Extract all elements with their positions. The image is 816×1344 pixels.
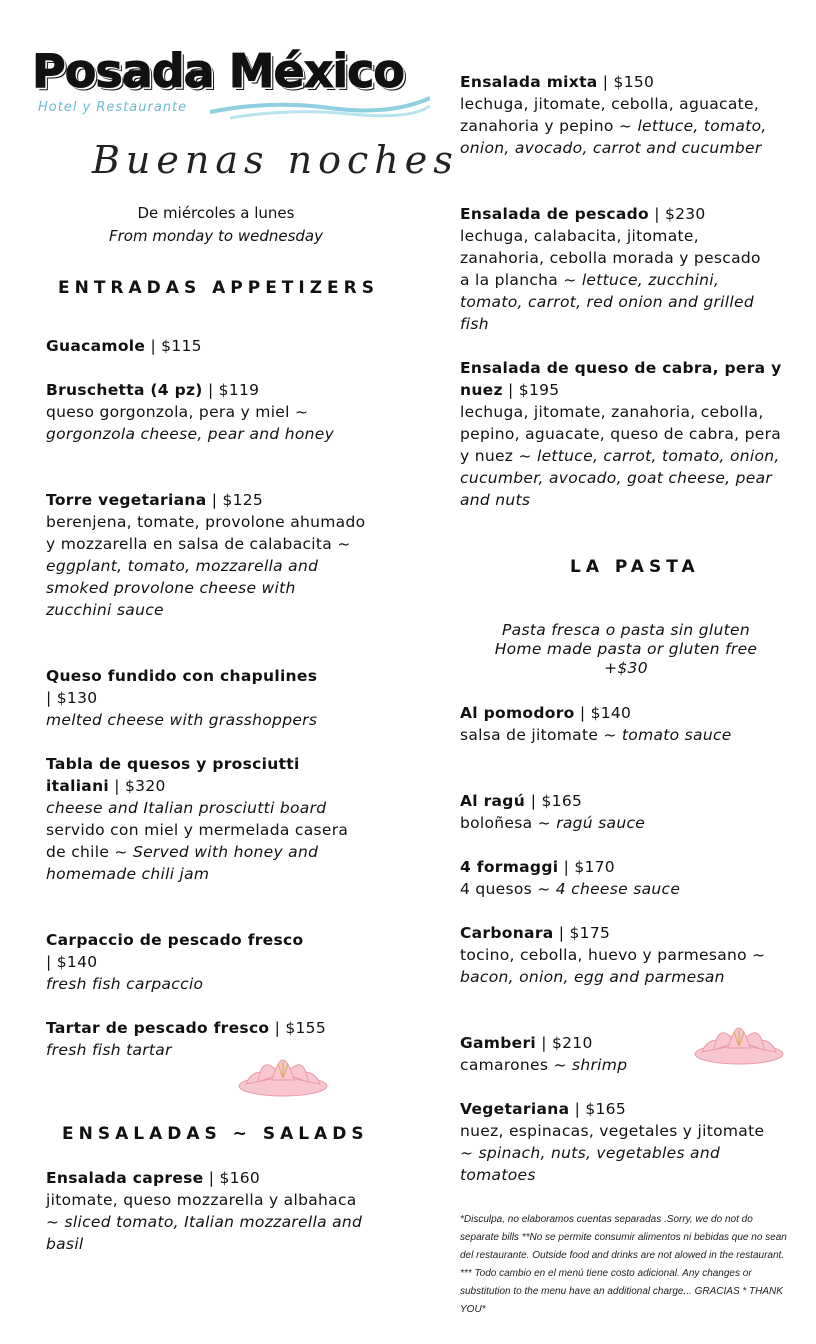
item-desc-en: Served with honey and homemade chili jam <box>46 843 319 883</box>
item-desc-en: eggplant, tomato, mozzarella and smoked provolone cheese with zucchini sauce <box>46 557 319 619</box>
lotus-flower-icon <box>236 1038 330 1104</box>
item-desc-en: 4 cheese sauce <box>555 880 681 898</box>
item-desc-en: gorgonzola cheese, pear and honey <box>46 425 335 443</box>
item-desc: tocino, cebolla, huevo y parmesano ~ <box>460 946 766 964</box>
pasta-note-en: Home made pasta or gluten free <box>494 640 758 658</box>
item-name: Al ragú <box>460 792 531 810</box>
item-name: Carpaccio de pescado fresco <box>46 931 304 949</box>
item-price: | $140 <box>46 953 98 971</box>
schedule-en: From monday to wednesday <box>109 227 323 245</box>
menu-item <box>46 489 366 621</box>
item-desc: lechuga, calabacita, jitomate, zanahoria, cebolla morada y pescado a la plancha ~ <box>460 227 761 289</box>
wave-icon <box>210 92 430 122</box>
item-desc: queso gorgonzola, pera y miel ~ <box>46 403 309 421</box>
menu-item <box>460 922 780 988</box>
menu-item <box>460 702 770 746</box>
item-price: | $175 <box>558 924 611 942</box>
menu-item <box>46 379 366 445</box>
menu-item <box>46 929 366 995</box>
menu-item <box>460 790 780 834</box>
item-price: | $160 <box>208 1169 261 1187</box>
item-desc-en: sliced tomato, Italian mozzarella and basil <box>46 1213 363 1253</box>
item-desc-en: fresh fish tartar <box>46 1041 172 1059</box>
menu-item <box>46 1167 366 1255</box>
item-price: | $195 <box>508 381 560 399</box>
item-desc: 4 quesos ~ <box>460 880 556 898</box>
pasta-title: LA PASTA <box>570 557 700 577</box>
menu-item <box>460 856 780 900</box>
item-desc-en: spinach, nuts, vegetables and tomatoes <box>460 1144 721 1184</box>
item-name: Carbonara <box>460 924 554 942</box>
menu-item <box>46 753 366 885</box>
item-name: Torre vegetariana <box>46 491 207 509</box>
menu-item <box>460 1098 780 1186</box>
item-name: Tabla de quesos y prosciutti italiani <box>46 755 300 795</box>
salads-title: ENSALADAS ~ SALADS <box>62 1124 369 1144</box>
item-desc-en: lettuce, zucchini, tomato, carrot, red onion and grilled fish <box>460 271 754 333</box>
item-name: Gamberi <box>460 1034 536 1052</box>
item-desc-en: bacon, onion, egg and parmesan <box>460 968 725 986</box>
item-desc: boloñesa ~ <box>460 814 557 832</box>
item-desc-en: lettuce, carrot, tomato, onion, cucumber, avocado, goat cheese, pear and nuts <box>460 447 780 509</box>
item-desc: berenjena, tomate, provolone ahumado y mozzarella en salsa de calabacita ~ <box>46 513 366 553</box>
item-name: Ensalada de queso de cabra, pera y nuez <box>460 359 782 399</box>
item-price: | $230 <box>654 205 706 223</box>
menu-item <box>460 1032 700 1076</box>
item-price: | $210 <box>541 1034 593 1052</box>
menu-item <box>46 335 376 357</box>
item-name: Al pomodoro <box>460 704 575 722</box>
item-name: Ensalada de pescado <box>460 205 649 223</box>
item-price: | $115 <box>150 337 202 355</box>
item-desc: jitomate, queso mozzarella y albahaca ~ <box>46 1191 357 1231</box>
item-price: | $155 <box>274 1019 327 1037</box>
item-price: | $320 <box>114 777 166 795</box>
item-desc: servido con miel y mermelada casera de chile ~ <box>46 821 349 861</box>
pasta-note <box>460 621 792 678</box>
lotus-flower-icon <box>692 1006 786 1072</box>
item-desc-en: lettuce, tomato, onion, avocado, carrot and cucumber <box>460 117 767 157</box>
item-price: | $119 <box>207 381 260 399</box>
item-name: Ensalada caprese <box>46 1169 204 1187</box>
appetizers-title: ENTRADAS APPETIZERS <box>58 278 379 298</box>
menu-item <box>460 71 780 159</box>
menu-item <box>460 203 770 335</box>
item-price: | $165 <box>574 1100 626 1118</box>
footnote: *Disculpa, no elaboramos cuentas separadas .Sorry, we do not do separate bills **No se permite consumir alimentos ni bebidas que no sean del restaurante. Outside food and drinks are not alowed in the restaurant. *** Todo cambio en el menú tiene costo adicional. Any changes or substitution to the menu have an additional charge... GRACIAS * THANK YOU* <box>460 1214 787 1315</box>
item-name: Ensalada mixta <box>460 73 598 91</box>
menu-item <box>460 357 785 511</box>
item-price: | $150 <box>602 73 655 91</box>
item-price: | $165 <box>530 792 583 810</box>
item-price: | $140 <box>579 704 632 722</box>
item-desc-en: tomato sauce <box>621 726 732 744</box>
item-name: Bruschetta (4 pz) <box>46 381 203 399</box>
item-desc: lechuga, jitomate, cebolla, aguacate, zanahoria y pepino ~ <box>460 95 760 135</box>
item-name: Tartar de pescado fresco <box>46 1019 270 1037</box>
schedule-es: De miércoles a lunes <box>137 204 295 222</box>
item-desc: salsa de jitomate ~ <box>460 726 622 744</box>
item-desc: lechuga, jitomate, zanahoria, cebolla, pepino, aguacate, queso de cabra, pera y nuez ~ <box>460 403 782 465</box>
greeting: Buenas noches <box>92 138 459 182</box>
item-price: | $125 <box>211 491 264 509</box>
item-price: | $130 <box>46 689 98 707</box>
item-price: | $170 <box>563 858 615 876</box>
item-name: Guacamole <box>46 337 146 355</box>
item-desc-en: cheese and Italian prosciutti board <box>46 799 327 817</box>
item-desc-en: fresh fish carpaccio <box>46 975 204 993</box>
item-desc-en: melted cheese with grasshoppers <box>46 711 318 729</box>
brand-name: Posada México <box>32 44 405 98</box>
item-desc-en: shrimp <box>572 1056 628 1074</box>
item-desc-en: ragú sauce <box>556 814 646 832</box>
menu-item <box>46 665 366 731</box>
pasta-note-price: +$30 <box>604 659 648 677</box>
item-desc: camarones ~ <box>460 1056 573 1074</box>
brand-subtitle: Hotel y Restaurante <box>38 100 188 115</box>
item-name: Queso fundido con chapulines <box>46 667 318 685</box>
item-name: Vegetariana <box>460 1100 570 1118</box>
logo <box>30 44 405 124</box>
pasta-note-es: Pasta fresca o pasta sin gluten <box>502 621 750 639</box>
item-name: 4 formaggi <box>460 858 559 876</box>
item-desc: nuez, espinacas, vegetales y jitomate ~ <box>460 1122 765 1162</box>
